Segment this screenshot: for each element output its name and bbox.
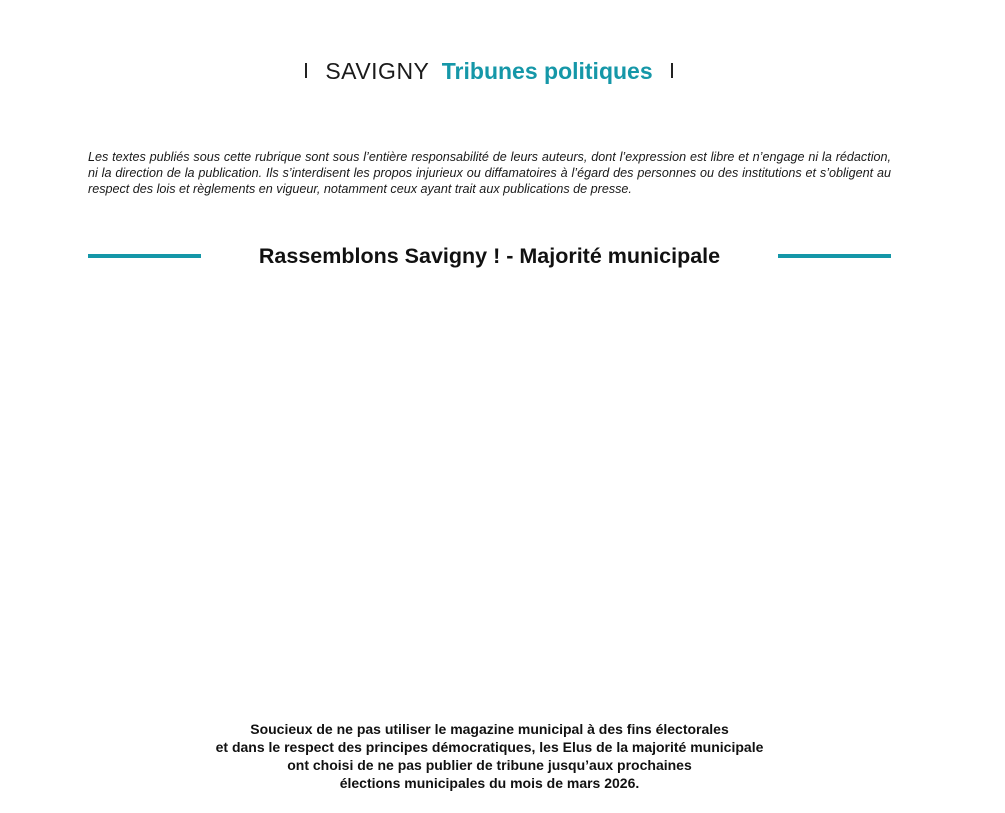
section-title: Rassemblons Savigny ! - Majorité municipale (258, 243, 721, 268)
header-left-divider (305, 63, 307, 78)
disclaimer-text: Les textes publiés sous cette rubrique sont sous l’entière responsabilité de leurs auteurs, dont l’expression est libre et n’engage ni la rédaction, ni la direction de la publication. Ils s’interdisent les propos injurieux ou diffamatoires à l’égard des personnes ou des institutions et s’obligent au respect des lois et règlements en vigueur, notamment ceux ayant trait aux publications de presse. (88, 149, 891, 196)
page-header (0, 56, 978, 86)
statement-block (88, 720, 891, 792)
heading-left-rule (88, 254, 201, 258)
header-right-divider (671, 63, 673, 78)
header-prefix: SAVIGNY (325, 58, 430, 84)
statement-line: ont choisi de ne pas publier de tribune jusqu’aux prochaines (287, 757, 692, 773)
section-heading (88, 240, 891, 272)
statement-line: et dans le respect des principes démocratiques, les Elus de la majorité municipale (215, 739, 764, 755)
heading-right-rule (778, 254, 891, 258)
header-title: Tribunes politiques (441, 58, 653, 84)
statement-line: élections municipales du mois de mars 2026. (339, 775, 640, 791)
statement-line: Soucieux de ne pas utiliser le magazine municipal à des fins électorales (250, 721, 729, 737)
